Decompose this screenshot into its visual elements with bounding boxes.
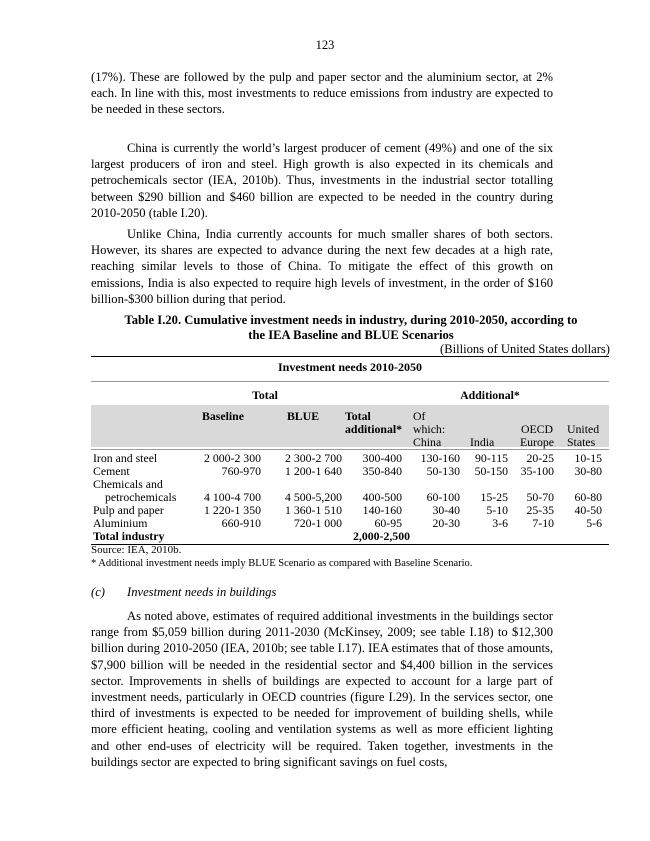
group-additional-header: Additional* [460,388,520,402]
col-of-which-header-2: which: [413,422,446,436]
cell-blue: 2 300-2 700 [284,451,342,465]
cell-baseline: 760-970 [221,464,261,478]
col-of-which-header-1: Of [413,409,426,423]
cell-baseline: 2 000-2 300 [203,451,261,465]
col-oecd-header-2: Europe [519,435,555,449]
row-label: Pulp and paper [93,503,164,517]
row-label: Iron and steel [93,451,158,465]
cell-blue: 1 200-1 640 [284,464,342,478]
cell-oecd-europe: 50-70 [526,490,554,504]
row-label-total: Total industry [93,529,165,543]
cell-india: 3-6 [492,516,508,530]
cell-total-additional: 350-840 [362,464,402,478]
page-number: 123 [315,38,335,52]
table-title [91,313,611,343]
table-top-rule [91,356,609,357]
cell-baseline: 1 220-1 350 [203,503,261,517]
col-baseline-header: Baseline [202,409,244,423]
investment-needs-header: Investment needs 2010-2050 [278,360,422,374]
col-total-additional-header-2: additional* [345,422,403,436]
paragraph-1: (17%). These are followed by the pulp and paper sector and the aluminium sector, at 2% each. In line with this, most investments to reduce emissions from industry are expected to be needed in these sectors. [91,70,553,117]
row-label: Aluminium [93,516,148,530]
cell-united-states: 10-15 [574,451,602,465]
col-india-header: India [470,435,495,449]
cell-total-additional: 140-160 [362,503,402,517]
header-divider-rule [91,381,609,382]
cell-total-additional: 400-500 [362,490,402,504]
cell-total-additional: 60-95 [374,516,402,530]
cell-united-states: 60-80 [574,490,602,504]
cell-blue: 1 360-1 510 [284,503,342,517]
cell-total-additional-total: 2,000-2,500 [352,529,410,543]
row-label: petrochemicals [105,490,177,504]
cell-china: 60-100 [426,490,460,504]
col-total-additional-header-1: Total [345,409,371,423]
col-blue-header: BLUE [286,409,320,423]
table-title-line-2: the IEA Baseline and BLUE Scenarios [248,328,454,342]
cell-india: 15-25 [480,490,508,504]
paragraph-4: As noted above, estimates of required additional investments in the buildings sector range from $5,059 billion during 2011-2030 (McKinsey, 2009; see table I.18) to $12,300 billion during 2010-2050 (IEA, 2010b; see table I.17). IEA estimates that of those amounts, $7,900 billion will be needed in the residential sector and $4,400 billion in the services sector. Improvements in shells of buildings are expected to account for a large part of investment needs, particularly in OECD countries (figure I.29). In the services sector, one third of investments is expected to be needed for improvement of building shells, while more efficient heating, cooling and ventilation systems as well as more efficient lighting and other end-uses of electricity will be required. Taken together, investments in the buildings sector are expected to bring significant savings on fuel costs, [91,609,553,769]
paragraph-3: Unlike China, India currently accounts for much smaller shares of both sectors. However, its shares are expected to advance during the next few decades at a high rate, reaching similar levels to those of China. To mitigate the effect of this growth on emissions, India is also expected to require high levels of investment, in the order of $160 billion-$300 billion during that period. [91,227,553,306]
cell-baseline: 4 100-4 700 [203,490,261,504]
cell-india: 50-150 [474,464,508,478]
paragraph-2: China is currently the world’s largest producer of cement (49%) and one of the six largest producers of iron and steel. High growth is also expected in its chemicals and petrochemicals sector (IEA, 2010b). Thus, investments in the industrial sector totalling between $290 billion and $460 billion are expected to be needed in the country during 2010-2050 (table I.20). [91,141,553,220]
table-title-line-1: Table I.20. Cumulative investment needs in industry, during 2010-2050, according to [124,313,578,327]
row-label: Cement [93,464,130,478]
table-note: * Additional investment needs imply BLUE Scenario as compared with Baseline Scenario. [91,558,473,569]
cell-oecd-europe: 25-35 [526,503,554,517]
col-china-header: China [413,435,442,449]
cell-oecd-europe: 7-10 [532,516,554,530]
cell-china: 130-160 [420,451,460,465]
col-us-header-1: United [567,422,600,436]
cell-total-additional: 300-400 [362,451,402,465]
cell-united-states: 5-6 [586,516,602,530]
row-label: Chemicals and [93,477,163,491]
section-number: (c) [91,585,105,599]
cell-china: 20-30 [432,516,460,530]
section-heading [91,585,276,600]
cell-india: 5-10 [486,503,508,517]
cell-united-states: 30-80 [574,464,602,478]
cell-india: 90-115 [475,451,508,465]
table-source: Source: IEA, 2010b. [91,544,182,556]
col-oecd-header-1: OECD [520,422,554,436]
group-total-header: Total [252,388,278,402]
section-title: Investment needs in buildings [127,585,277,599]
cell-oecd-europe: 20-25 [526,451,554,465]
header-bottom-rule [91,449,609,450]
cell-oecd-europe: 35-100 [520,464,554,478]
cell-china: 50-130 [426,464,460,478]
cell-blue: 720-1 000 [293,516,342,530]
cell-united-states: 40-50 [574,503,602,517]
cell-blue: 4 500-5,200 [284,490,342,504]
cell-baseline: 660-910 [221,516,261,530]
table-units: (Billions of United States dollars) [440,342,610,356]
cell-china: 30-40 [432,503,460,517]
col-us-header-2: States [567,435,596,449]
